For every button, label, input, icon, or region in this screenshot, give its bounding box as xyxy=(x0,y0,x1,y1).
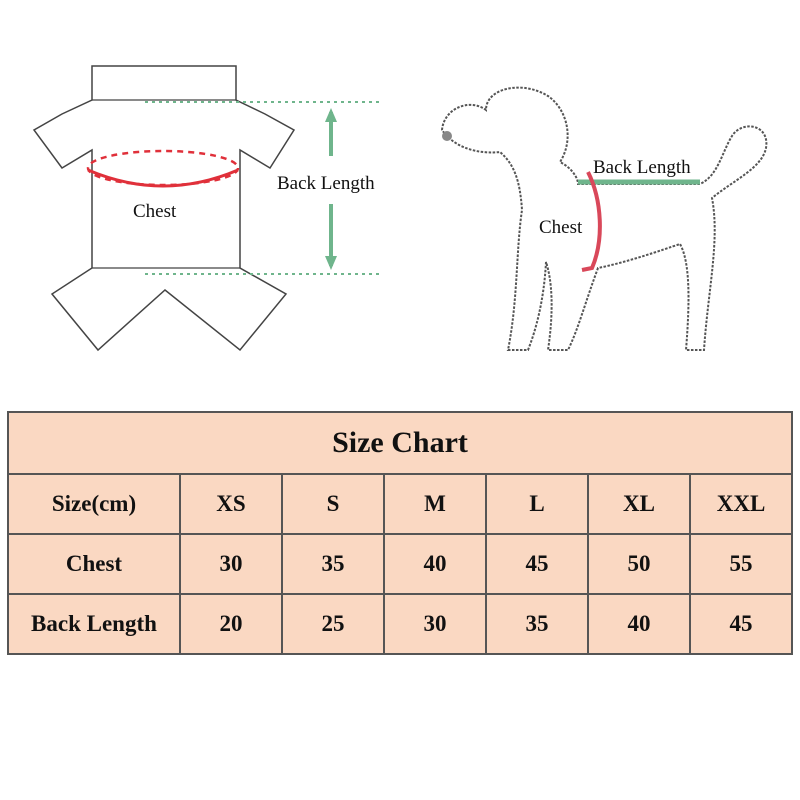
dog-outline xyxy=(442,88,766,350)
table-cell: 50 xyxy=(588,534,690,594)
garment-chest-label: Chest xyxy=(133,201,177,222)
table-cell: 20 xyxy=(180,594,282,654)
table-cell: 30 xyxy=(180,534,282,594)
header-cell: S xyxy=(282,474,384,534)
row-label-cell: Back Length xyxy=(8,594,180,654)
header-cell: XXL xyxy=(690,474,792,534)
dog-chest-label: Chest xyxy=(539,217,583,238)
table-cell: 45 xyxy=(486,534,588,594)
table-cell: 35 xyxy=(486,594,588,654)
table-cell: 40 xyxy=(588,594,690,654)
header-cell: XS xyxy=(180,474,282,534)
dog-nose-icon xyxy=(442,131,452,141)
garment-back-length-label: Back Length xyxy=(277,173,375,194)
back-length-arrowhead-up xyxy=(325,108,337,122)
size-chart xyxy=(7,411,793,655)
table-cell: 25 xyxy=(282,594,384,654)
header-cell: Size(cm) xyxy=(8,474,180,534)
dog-back-length-label: Back Length xyxy=(593,157,691,178)
header-cell: XL xyxy=(588,474,690,534)
dog-diagram xyxy=(442,88,766,350)
back-length-arrowhead-down xyxy=(325,256,337,270)
table-cell: 35 xyxy=(282,534,384,594)
table-row-back-length xyxy=(8,594,792,654)
table-row-chest xyxy=(8,534,792,594)
garment-diagram xyxy=(34,66,380,350)
header-cell: M xyxy=(384,474,486,534)
table-cell: 45 xyxy=(690,594,792,654)
size-chart-table xyxy=(7,411,793,655)
table-cell: 30 xyxy=(384,594,486,654)
size-chart-title: Size Chart xyxy=(8,412,792,474)
table-header-row xyxy=(8,474,792,534)
row-label-cell: Chest xyxy=(8,534,180,594)
header-cell: L xyxy=(486,474,588,534)
table-cell: 55 xyxy=(690,534,792,594)
table-cell: 40 xyxy=(384,534,486,594)
